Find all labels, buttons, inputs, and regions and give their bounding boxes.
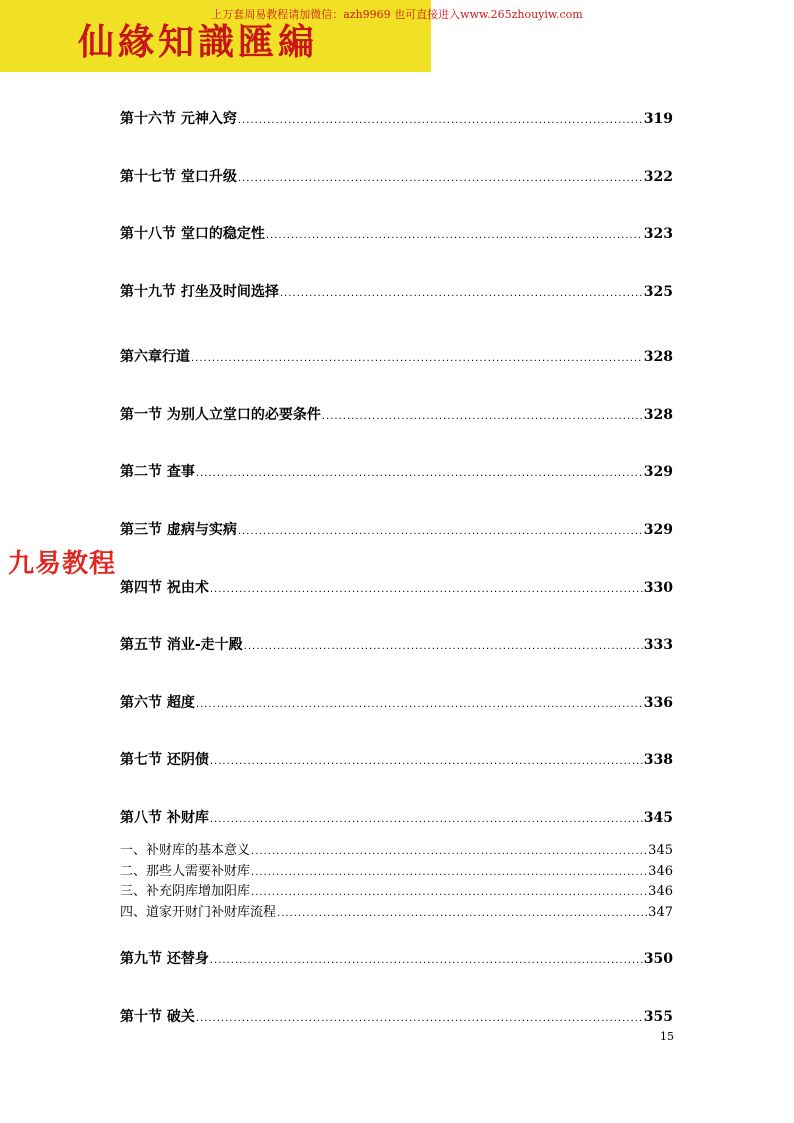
toc-leader [196,1013,643,1024]
toc-entry-title: 第八节 补财库 [120,810,209,826]
toc-leader [238,526,643,537]
toc-entry-title: 第四节 祝由术 [120,580,209,596]
toc-entry[interactable] [120,692,673,712]
toc-leader [280,288,643,299]
toc-entry-title: 第五节 消业-走十殿 [120,637,243,653]
toc-leader [266,230,643,241]
toc-subentry-page: 347 [648,905,673,920]
side-watermark: 九易教程 [8,549,117,579]
toc-entry[interactable] [120,519,673,539]
toc-entry[interactable] [120,108,673,128]
toc-entry[interactable] [120,948,673,968]
toc-leader [196,699,643,710]
toc-leader [251,846,647,857]
toc-entry[interactable] [120,461,673,481]
toc-entry-title: 第一节 为别人立堂口的必要条件 [120,407,321,423]
toc-leader [322,411,643,422]
banner-title: 仙緣知識匯編 [78,21,319,63]
toc-leader [251,867,647,878]
toc-subentry-title: 四、道家开财门补财库流程 [120,905,277,920]
toc-leader [238,115,643,126]
toc-entry-page: 325 [643,284,673,300]
toc-entry-page: 329 [643,464,673,480]
toc-subentry-page: 346 [648,884,673,899]
toc-entry-title: 第二节 查事 [120,464,195,480]
toc-subentry-page: 346 [648,864,673,879]
toc-leader [191,353,643,364]
toc-leader [244,641,643,652]
toc-entry[interactable] [120,281,673,301]
toc-entry[interactable] [120,166,673,186]
toc-entry[interactable] [120,634,673,654]
toc-entry-page: 345 [643,810,673,826]
watermark-notice: 上万套周易教程请加微信：azh9969 也可直接进入www.265zhouyiw.com [211,8,583,21]
toc-entry-title: 第六章行道 [120,349,190,365]
toc-subentry-title: 一、补财库的基本意义 [120,843,251,858]
toc-entry-title: 第九节 还替身 [120,951,209,967]
toc-leader [210,756,643,767]
toc-entry[interactable] [120,1006,673,1026]
toc-subentry-title: 三、补充阴库增加阳库 [120,884,251,899]
toc-entry[interactable] [120,346,673,366]
toc-leader [251,887,647,898]
toc-leader [196,468,643,479]
page-number: 15 [660,1030,674,1043]
toc-entry-title: 第六节 超度 [120,695,195,711]
toc-entry-title: 第十九节 打坐及时间选择 [120,284,279,300]
toc-entry-title: 第十六节 元神入窍 [120,111,237,127]
toc-entry-page: 355 [643,1009,673,1025]
toc-entry-page: 328 [643,349,673,365]
toc-leader [210,955,643,966]
toc-entry-title: 第三节 虚病与实病 [120,522,237,538]
toc-subentry[interactable] [120,901,673,919]
toc-entry[interactable] [120,223,673,243]
toc-entry[interactable] [120,404,673,424]
toc-entry-page: 322 [643,169,673,185]
toc-leader [210,584,643,595]
toc-entry[interactable] [120,749,673,769]
toc-entry-page: 329 [643,522,673,538]
toc-entry-page: 333 [643,637,673,653]
toc-leader [238,173,643,184]
toc-subentry-title: 二、那些人需要补财库 [120,864,251,879]
toc-entry[interactable] [120,807,673,827]
toc-leader [277,908,647,919]
toc-entry-page: 319 [643,111,673,127]
toc-entry-title: 第十七节 堂口升级 [120,169,237,185]
toc-entry-title: 第七节 还阴债 [120,752,209,768]
toc-entry-title: 第十节 破关 [120,1009,195,1025]
toc-subentry[interactable] [120,880,673,898]
toc-entry-page: 323 [643,226,673,242]
toc-subentry-page: 345 [648,843,673,858]
toc-entry-page: 338 [643,752,673,768]
toc-entry[interactable] [120,577,673,597]
toc-subentry[interactable] [120,839,673,857]
toc-entry-page: 336 [643,695,673,711]
toc-entry-title: 第十八节 堂口的稳定性 [120,226,265,242]
toc-entry-page: 330 [643,580,673,596]
toc-entry-page: 350 [643,951,673,967]
toc-entry-page: 328 [643,407,673,423]
toc-subentry[interactable] [120,860,673,878]
toc-leader [210,814,643,825]
